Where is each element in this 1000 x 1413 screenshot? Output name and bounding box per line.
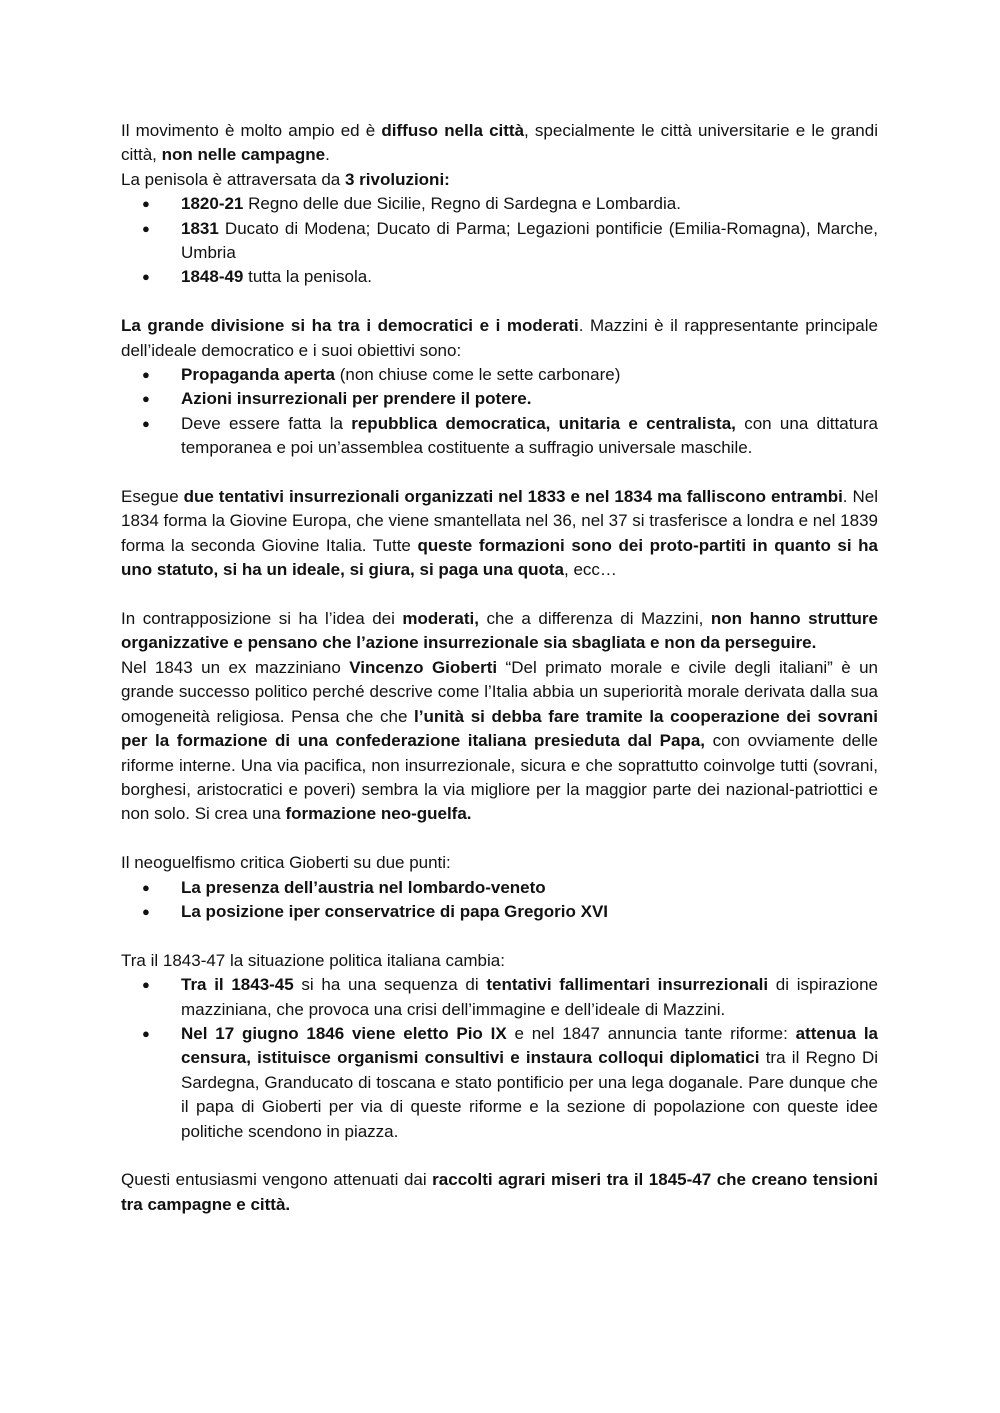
list-cambiamenti (121, 973, 878, 1144)
paragraph-moderati: In contrapposizione si ha l’idea dei moderati, che a differenza di Mazzini, non hanno strutture organizzative e pensano che l’azione insurrezionale sia sbagliata e non da perseguire. (121, 609, 878, 653)
list-item: ● Propaganda aperta (non chiuse come le sette carbonare) (121, 363, 878, 387)
list-rivoluzioni (121, 192, 878, 290)
spacer (121, 924, 878, 948)
list-item: ● Deve essere fatta la repubblica democratica, unitaria e centralista, con una dittatura temporanea e poi un’assemblea costituente a suffragio universale maschile. (121, 412, 878, 461)
spacer (121, 1144, 878, 1168)
list-item: ● Nel 17 giugno 1846 viene eletto Pio IX e nel 1847 annuncia tante riforme: attenua la censura, istituisce organismi consultivi e instaura colloqui diplomatici tra il Regno Di Sardegna, Granducato di toscana e stato pontificio per una lega doganale. Pare dunque che il papa di Gioberti per via di queste riforme e la sezione di popolazione con queste idee politiche scendono in piazza. (121, 1022, 878, 1144)
list-critiche (121, 876, 878, 925)
list-item: ● 1820-21 Regno delle due Sicilie, Regno di Sardegna e Lombardia. (121, 192, 878, 216)
spacer (121, 461, 878, 485)
paragraph-neoguelfismo: Il neoguelfismo critica Gioberti su due punti: (121, 853, 451, 873)
spacer (121, 583, 878, 607)
paragraph-gioberti: Nel 1843 un ex mazziniano Vincenzo Gioberti “Del primato morale e civile degli italiani” è un grande successo politico perché descrive come l’Italia abbia un superiorità morale derivata dalla sua omogeneità religiosa. Pensa che che l’unità si debba fare tramite la cooperazione dei sovrani per la formazione di una confederazione italiana presieduta dal Papa, con ovviamente delle riforme interne. Una via pacifica, non insurrezionale, sicura e che soprattutto coinvolge tutti (sovrani, borghesi, aristocratici e poveri) sembra la via migliore per la maggior parte dei nazional-patriottici e non solo. Si crea una formazione neo-guelfa. (121, 657, 879, 824)
spacer (121, 827, 878, 851)
list-obiettivi (121, 363, 878, 461)
list-item: ● 1848-49 tutta la penisola. (121, 265, 878, 289)
list-item: ● 1831 Ducato di Modena; Ducato di Parma; Legazioni pontificie (Emilia-Romagna), Marche, Umbria (121, 217, 878, 266)
paragraph-tentativi: Esegue due tentativi insurrezionali organizzati nel 1833 e nel 1834 ma falliscono entrambi. Nel 1834 forma la Giovine Europa, che viene smantellata nel 36, nel 37 si trasferisce a londra e nel 1839 forma la seconda Giovine Italia. Tutte queste formazioni sono dei proto-partiti in quanto si ha uno statuto, si ha un ideale, si giura, si paga una quota, ecc… (121, 487, 878, 580)
list-item: ● La presenza dell’austria nel lombardo-veneto (121, 876, 878, 900)
paragraph-rivoluzioni-intro: La penisola è attraversata da 3 rivoluzioni: (121, 169, 450, 189)
paragraph-situazione: Tra il 1843-47 la situazione politica italiana cambia: (121, 950, 505, 970)
paragraph-raccolti: Questi entusiasmi vengono attenuati dai raccolti agrari miseri tra il 1845-47 che creano tensioni tra campagne e città. (121, 1170, 878, 1214)
spacer (121, 290, 878, 314)
list-item: ● Tra il 1843-45 si ha una sequenza di tentativi fallimentari insurrezionali di ispirazione mazziniana, che provoca una crisi dell’immagine e dell’ideale di Mazzini. (121, 973, 878, 1022)
paragraph-divisione: La grande divisione si ha tra i democratici e i moderati. Mazzini è il rappresentante principale dell’ideale democratico e i suoi obiettivi sono: (121, 316, 878, 360)
paragraph-movimento: Il movimento è molto ampio ed è diffuso nella città, specialmente le città universitarie e le grandi città, non nelle campagne. (121, 121, 878, 165)
page-body (121, 119, 878, 1217)
list-item: ● La posizione iper conservatrice di papa Gregorio XVI (121, 900, 878, 924)
list-item: ● Azioni insurrezionali per prendere il potere. (121, 387, 878, 411)
